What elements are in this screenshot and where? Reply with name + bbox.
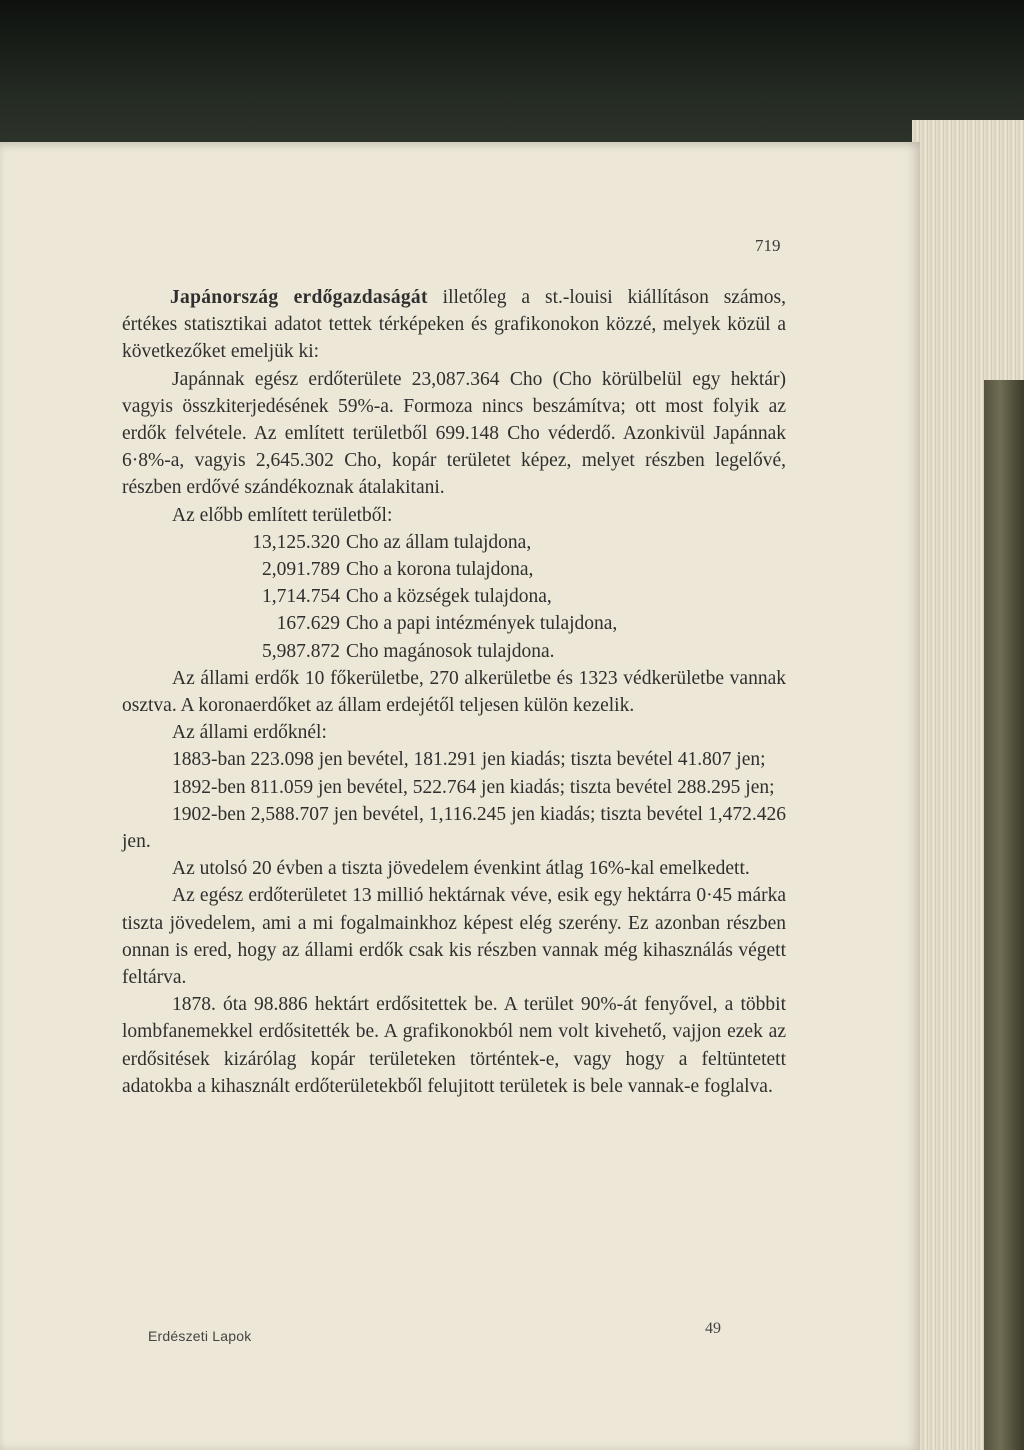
ownership-text: Cho a korona tulajdona, — [346, 559, 534, 581]
paragraph: 1878. óta 98.886 hektárt erdősitettek be. A terület 90%-át fenyővel, a többit lombfanemekkel erdősitették be. A grafikonokból nem volt kivehető, vajjon ezek az erdősitések kizárólag kopár területeken történtek-e, vagy hogy a feltüntetett adatokba a kihasznált erdőterületekből felujitott területek is bele vannak-e foglalva. — [122, 994, 786, 1097]
paragraph: Az állami erdőknél: — [172, 722, 327, 744]
ownership-text: Cho a községek tulajdona, — [346, 586, 552, 608]
intro-lead: Japánország erdőgazdaságát — [170, 287, 428, 308]
paragraph: 1902-ben 2,588.707 jen bevétel, 1,116.245 jen kiadás; tiszta bevétel 1,472.426 jen. — [122, 803, 786, 853]
list-item — [122, 556, 786, 583]
paragraph: Az egész erdőterületet 13 millió hektárnak véve, esik egy hektárra 0·45 márka tiszta jövedelem, ami a mi fogalmainkhoz képest elég szerény. Ez azonban részben onnan is ered, hogy az állami erdők csak kis részben vannak még kihasználás végett feltárva. — [122, 885, 786, 989]
paragraph: Az állami erdők 10 főkerületbe, 270 alkerületbe és 1323 védkerületbe vannak osztva. A koronaerdőket az állam erdejétől teljesen külön kezelik. — [122, 667, 786, 717]
ownership-text: Cho magánosok tulajdona. — [346, 640, 555, 662]
ownership-value: 1,714.754 — [262, 586, 340, 608]
list-item — [122, 610, 786, 637]
ownership-value: 167.629 — [276, 613, 340, 635]
paragraph: 1883-ban 223.098 jen bevétel, 181.291 jen kiadás; tiszta bevétel 41.807 jen; — [172, 749, 766, 771]
paragraph: Japánnak egész erdőterülete 23,087.364 Cho (Cho körülbelül egy hektár) vagyis összkiterjedésének 59%-a. Formoza nincs beszámítva; ott most folyik az erdők felvétele. Az említett területből 699.148 Cho véderdő. Azonkivül Japánnak 6·8%-a, vagyis 2,645.302 Cho, kopár területet képez, melyet részben legelővé, részben erdővé szándékoznak átalakitani. — [122, 368, 786, 499]
footer-journal-name: Erdészeti Lapok — [148, 1328, 252, 1344]
ownership-value: 13,125.320 — [252, 531, 340, 553]
list-item — [122, 529, 786, 556]
article-body — [122, 284, 786, 1100]
footer-sheet-number: 49 — [705, 1320, 721, 1337]
ownership-list — [122, 529, 786, 665]
list-item — [122, 638, 786, 665]
ownership-value: 5,987.872 — [262, 640, 340, 662]
paragraph: Az előbb említett területből: — [172, 504, 393, 526]
ownership-value: 2,091.789 — [262, 559, 340, 581]
scan-background — [0, 0, 1024, 150]
list-item — [122, 583, 786, 610]
intro-paragraph — [122, 284, 786, 366]
book-spine — [984, 380, 1024, 1450]
paragraph: Az utolsó 20 évben a tiszta jövedelem évenkint átlag 16%-kal emelkedett. — [172, 858, 750, 880]
page-number: 719 — [755, 236, 781, 255]
book-page-edges — [912, 120, 1024, 1450]
paragraph: 1892-ben 811.059 jen bevétel, 522.764 jen kiadás; tiszta bevétel 288.295 jen; — [172, 776, 775, 798]
ownership-text: Cho az állam tulajdona, — [346, 531, 532, 553]
ownership-text: Cho a papi intézmények tulajdona, — [346, 613, 618, 635]
intro-text: illetőleg a st.-louisi kiállításon számos, értékes statisztikai adatot tettek térképeken és grafikonokon közzé, melyek közül a következőket emeljük ki: — [122, 287, 786, 363]
